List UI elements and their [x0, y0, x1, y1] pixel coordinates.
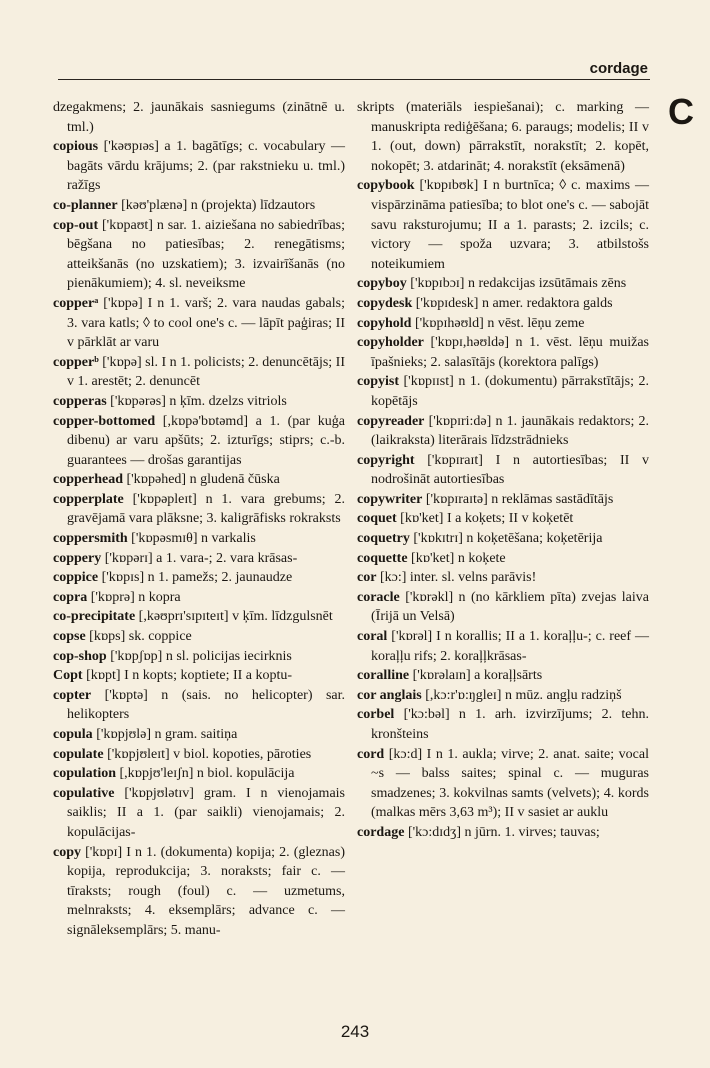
entry-headword: coppersmith: [53, 531, 128, 547]
dictionary-entry: [357, 745, 649, 823]
entry-headword: copywriter: [357, 491, 423, 507]
entry-text: ['kɒpjʊlə] n gram. saitiņa: [96, 727, 238, 742]
entry-text: ['kəʊpɪəs] a 1. bagātīgs; c. vocabulary — bagāts vārdu krājums; 2. (par rakstnieku u. tml.) ražīgs: [67, 139, 346, 194]
entry-headword: coralline: [357, 668, 410, 684]
dictionary-entry: [53, 725, 345, 745]
dictionary-entry: [53, 216, 345, 294]
entry-headword: copter: [53, 687, 92, 703]
entry-text: ['kɔ:dɪdʒ] n jūrn. 1. virves; tauvas;: [407, 824, 600, 840]
entry-text: ['kɒpɪhəʊld] n vēst. lēņu zeme: [414, 315, 585, 331]
entry-text: ['kɒpɪs] n 1. pamežs; 2. jaunaudze: [101, 570, 293, 586]
entry-headword: Copt: [53, 668, 83, 684]
entry-text: ['kɒpɪdesk] n amer. redaktora galds: [415, 295, 613, 311]
entry-text: ['kɒpɪɪst] n 1. (dokumentu) pārrakstītājs; 2. kopētājs: [371, 374, 649, 409]
right-column: [357, 98, 649, 843]
dictionary-entry: [357, 588, 649, 627]
dictionary-entry: [357, 176, 649, 274]
dictionary-entry: [53, 196, 345, 216]
entry-headword: copperplate: [53, 491, 124, 507]
dictionary-entry: [357, 294, 649, 314]
entry-headword: copyist: [357, 374, 399, 390]
entry-headword: coracle: [357, 589, 400, 605]
dictionary-entry: [53, 627, 345, 647]
entry-text: ['kɒkɪtrɪ] n koķetēšana; koķetērija: [413, 531, 603, 547]
entry-text: ['kɒptə] n (sais. no helicopter) sar. helikopters: [67, 687, 346, 723]
entry-text: ['kɒpjʊlətɪv] gram. I n vienojamais saiklis; II a 1. (par saikli) vienojamais; 2. kopulācijas-: [67, 785, 346, 840]
entry-headword: coppice: [53, 570, 99, 586]
dictionary-entry: [53, 392, 345, 412]
dictionary-entry: [357, 98, 649, 176]
dictionary-entry: [53, 568, 345, 588]
entry-headword: copyholder: [357, 335, 424, 351]
entry-text: ['kɒpɪraɪtə] n reklāmas sastādītājs: [425, 491, 614, 507]
entry-headword: cordage: [357, 824, 405, 840]
entry-headword: copulate: [53, 746, 104, 762]
entry-headword: copybook: [357, 178, 415, 194]
entry-headword: copious: [53, 139, 99, 155]
dictionary-entry: [357, 509, 649, 529]
dictionary-entry: [357, 529, 649, 549]
entry-text: ['kɒpʃɒp] n sl. policijas iecirknis: [110, 648, 292, 664]
entry-text: [,kəʊprɪ'sɪpɪteɪt] v ķīm. līdzgulsnēt: [138, 609, 333, 625]
dictionary-entry: [53, 137, 345, 196]
entry-text: ['kɒpə] sl. I n 1. policists; 2. denuncētājs; II v 1. arestēt; 2. denuncēt: [67, 354, 346, 390]
entry-text: ['kɒpaʊt] n sar. 1. aiziešana no sabiedrības; bēgšana no patiesības; 2. renegātisms; atteikšanās (no uzskatiem); 3. izvairīšanās (no pienākumiem); 4. sl. neveiksme: [67, 217, 345, 292]
entry-text: skripts (materiāls iespiešanai); c. marking — manuskripta rediģēšana; 6. paraugs; modelis; II v 1. (out, down) pārrakstīt, norakstīt; 2. kopēt, nokopēt; 3. atdarināt; 4. norakstīt (eksāmenā): [357, 100, 649, 174]
dictionary-entry: [357, 314, 649, 334]
dictionary-entry: [53, 98, 345, 137]
entry-headword: copra: [53, 589, 88, 605]
entry-headword: copyboy: [357, 276, 407, 292]
entry-headword: coquette: [357, 550, 408, 566]
entry-text: [kɔ:d] I n 1. aukla; virve; 2. anat. saite; vocal ~s — balss saites; spinal c. — muguras smadzenes; 3. kokvilnas samts (velvets); 4. kords (malkas mērs 3,63 m³); II v sasiet ar auklu: [371, 746, 649, 821]
dictionary-entry: [357, 627, 649, 666]
entry-text: [,kɒpjʊ'leɪʃn] n biol. kopulācija: [119, 766, 295, 782]
entry-headword: cop-out: [53, 217, 99, 233]
entry-text: ['kɒrəlaɪn] a koraļļsārts: [412, 668, 543, 684]
entry-text: ['kɒrəl] I n korallis; II a 1. koraļļu-; c. reef — koraļļu rifs; 2. koraļļkrāsas-: [371, 629, 649, 664]
dictionary-entry: [53, 666, 345, 686]
dictionary-entry: [53, 549, 345, 569]
dictionary-entry: [53, 686, 345, 725]
entry-text: [kɒps] sk. coppice: [89, 629, 192, 645]
entry-text: ['kɔ:bəl] n 1. arh. izvirzījums; 2. tehn. kronšteins: [371, 707, 649, 742]
entry-headword: copulation: [53, 766, 117, 782]
dictionary-entry: [357, 823, 649, 843]
entry-text: [kɒ'ket] I a koķets; II v koķetēt: [400, 511, 574, 527]
page-number: 243: [340, 1022, 370, 1041]
dictionary-entry: [53, 490, 345, 529]
dictionary-entry: [53, 843, 345, 941]
entry-text: ['kɒpə] I n 1. varš; 2. vara naudas gabals; 3. vara katls; ◊ to cool one's c. — lāpīt paģiras; II v pārklāt ar varu: [67, 295, 345, 351]
dictionary-entry: [53, 745, 345, 765]
entry-headword: cor: [357, 570, 377, 586]
entry-text: ['kɒprə] n kopra: [90, 589, 181, 605]
header-rule: [58, 79, 650, 80]
entry-headword: copyhold: [357, 315, 412, 331]
entry-headword: copper-bottomed: [53, 413, 156, 429]
entry-headword: corbel: [357, 707, 395, 723]
dictionary-entry: [53, 529, 345, 549]
dictionary-entry: [357, 451, 649, 490]
left-column: [53, 98, 345, 941]
dictionary-entry: [357, 412, 649, 451]
entry-headword: copula: [53, 727, 93, 742]
entry-text: ['kɒpɪbɔɪ] n redakcijas izsūtāmais zēns: [410, 276, 627, 292]
entry-headword: coquet: [357, 511, 397, 527]
entry-headword: copse: [53, 629, 86, 645]
dictionary-entry: [357, 568, 649, 588]
entry-text: [kəʊ'plænə] n (projekta) līdzautors: [121, 197, 316, 213]
entry-headword: co-precipitate: [53, 609, 136, 625]
entry-text: ['kɒrəkl] n (no kārkliem pīta) zvejas laiva (Īrijā un Velsā): [371, 589, 649, 625]
dictionary-entry: [357, 274, 649, 294]
dictionary-entry: [53, 294, 345, 353]
entry-headword: cop-shop: [53, 648, 107, 664]
entry-text: [kɒpt] I n kopts; koptiete; II a koptu-: [86, 668, 293, 684]
dictionary-entry: [53, 470, 345, 490]
entry-text: ['kɒpəpleɪt] n 1. vara grebums; 2. gravējamā vara plāksne; 3. kaligrāfisks rokraksts: [67, 491, 345, 527]
dictionary-entry: [357, 686, 649, 706]
dictionary-entry: [53, 607, 345, 627]
entry-text: dzegakmens; 2. jaunākais sasniegums (zinātnē u. tml.): [53, 100, 345, 135]
entry-headword: copyright: [357, 452, 415, 468]
entry-text: ['kɒpɪri:də] n 1. jaunākais redaktors; 2. (laikraksta) literārais līdzstrādnieks: [371, 413, 650, 449]
dictionary-entry: [357, 372, 649, 411]
dictionary-entry: [53, 647, 345, 667]
thumb-index-letter: C: [668, 91, 694, 132]
entry-text: ['kɒpərəs] n ķīm. dzelzs vitriols: [110, 393, 287, 409]
entry-headword: coppery: [53, 550, 102, 566]
dictionary-entry: [357, 333, 649, 372]
running-head-guide-word: cordage: [589, 60, 648, 77]
entry-text: ['kɒpəhed] n gludenā čūska: [126, 472, 280, 488]
entry-text: ['kɒpɪ,həʊldə] n 1. vēst. lēņu muižas īpašnieks; 2. salasītājs (korektora palīgs): [371, 335, 650, 370]
entry-text: ['kɒpjʊleɪt] v biol. kopoties, pāroties: [107, 746, 312, 762]
entry-headword: copulative: [53, 785, 115, 801]
dictionary-entry: [53, 764, 345, 784]
entry-headword: copydesk: [357, 295, 413, 311]
dictionary-entry: [53, 588, 345, 608]
dictionary-entry: [53, 412, 345, 471]
entry-text: [,kɔ:r'ɒ:ŋgleɪ] n mūz. angļu radziņš: [425, 687, 622, 703]
dictionary-entry: [357, 549, 649, 569]
entry-text: ['kɒpɪraɪt] I n autortiesības; II v nodrošināt autortiesības: [371, 452, 649, 488]
entry-headword: copperᵇ: [53, 354, 99, 370]
dictionary-entry: [53, 784, 345, 843]
entry-headword: coral: [357, 629, 388, 645]
dictionary-entry: [357, 490, 649, 510]
entry-headword: co-planner: [53, 197, 118, 213]
entry-text: ['kɒpɪbʊk] I n burtnīca; ◊ c. maxims — vispārzināma patiesība; to blot one's c. — sabojāt savu raksturojumu; II a 1. parasts; 2. izcils; c. victory — spoža uzvara; 3. atbilstošs noteikumiem: [371, 178, 650, 272]
entry-text: ['kɒpəsmɪθ] n varkalis: [131, 531, 256, 547]
entry-headword: copperas: [53, 393, 107, 409]
entry-headword: copperhead: [53, 472, 123, 488]
entry-headword: cor anglais: [357, 687, 422, 703]
entry-text: [,kɒpə'bɒtəmd] a 1. (par kuģa dibenu) ar varu apšūts; 2. izturīgs; stiprs; c.-b. guarantees — drošas garantijas: [67, 413, 345, 468]
entry-text: ['kɒpɪ] I n 1. (dokumenta) kopija; 2. (gleznas) kopija, reprodukcija; 3. noraksts; fair c. — tīraksts; rough (foul) c. — uzmetums, melnraksts; 4. eksemplārs; advance c. — signāleksemplārs; 5. manu-: [67, 844, 346, 938]
dictionary-entry: [357, 705, 649, 744]
entry-headword: copyreader: [357, 413, 425, 429]
entry-headword: coquetry: [357, 531, 410, 547]
entry-headword: copperᵃ: [53, 295, 99, 311]
entry-headword: cord: [357, 746, 385, 762]
entry-text: ['kɒpərɪ] a 1. vara-; 2. vara krāsas-: [104, 550, 298, 566]
dictionary-entry: [53, 353, 345, 392]
dictionary-entry: [357, 666, 649, 686]
entry-text: [kɔ:] inter. sl. velns parāvis!: [379, 570, 537, 586]
entry-text: [kɒ'ket] n koķete: [411, 550, 506, 566]
entry-headword: copy: [53, 844, 81, 860]
